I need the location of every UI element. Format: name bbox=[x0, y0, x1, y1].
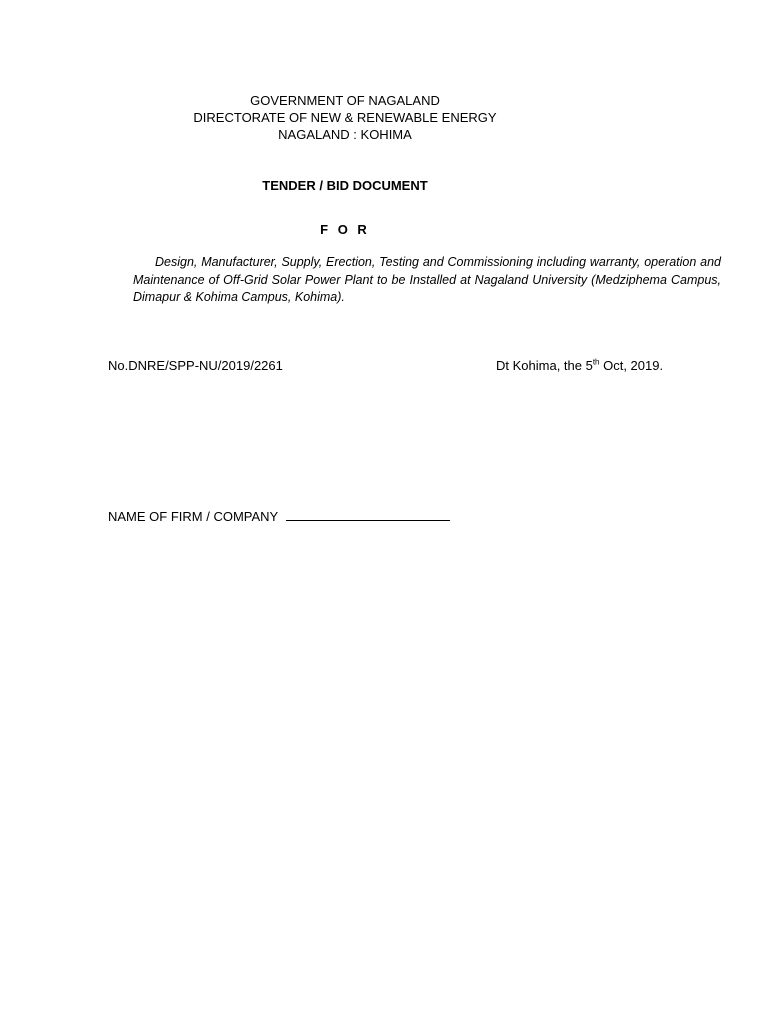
for-label: F O R bbox=[320, 222, 370, 237]
location-heading: NAGALAND : KOHIMA bbox=[278, 127, 412, 142]
government-heading: GOVERNMENT OF NAGALAND bbox=[250, 93, 440, 108]
project-description: Design, Manufacturer, Supply, Erection, Testing and Commissioning including warranty, operation and Maintenance of Off-Grid Solar Power Plant to be Installed at Nagaland University (Medziphema Campus, Dimapur & Kohima Campus, Kohima). bbox=[133, 255, 721, 304]
date-prefix: Dt Kohima, the 5 bbox=[496, 358, 593, 373]
document-title: TENDER / BID DOCUMENT bbox=[262, 178, 428, 193]
firm-name-field bbox=[108, 508, 450, 525]
directorate-heading: DIRECTORATE OF NEW & RENEWABLE ENERGY bbox=[193, 110, 497, 125]
firm-name-blank-line[interactable] bbox=[286, 508, 450, 521]
date-suffix: Oct, 2019. bbox=[599, 358, 664, 373]
date-ordinal-suffix: th bbox=[592, 357, 600, 367]
issue-date bbox=[496, 357, 663, 374]
reference-number: No.DNRE/SPP-NU/2019/2261 bbox=[108, 358, 283, 373]
firm-name-label: NAME OF FIRM / COMPANY bbox=[108, 509, 278, 524]
